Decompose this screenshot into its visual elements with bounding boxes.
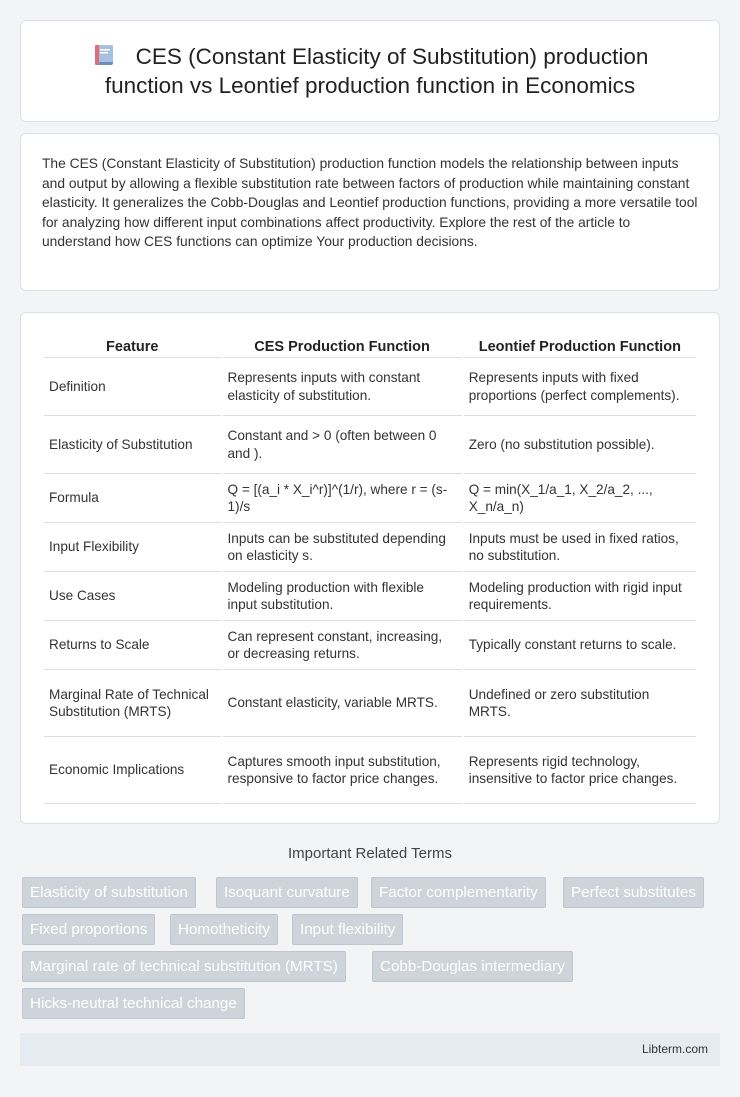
leontief-cell: Typically constant returns to scale.	[464, 621, 696, 670]
ces-cell: Inputs can be substituted depending on elasticity s.	[223, 523, 462, 572]
feature-cell: Input Flexibility	[44, 523, 221, 572]
ces-cell: Constant elasticity, variable MRTS.	[223, 670, 462, 737]
table-row	[44, 358, 696, 416]
book-icon	[92, 43, 118, 67]
feature-cell: Elasticity of Substitution	[44, 416, 221, 474]
table-row	[44, 416, 696, 474]
feature-cell: Definition	[44, 358, 221, 416]
page-title	[21, 42, 719, 100]
table-row	[44, 737, 696, 804]
related-term-tag[interactable]: Elasticity of substitution	[22, 877, 196, 908]
ces-cell: Q = [(a_i * X_i^r)]^(1/r), where r = (s-1)/s	[223, 474, 462, 523]
related-term-tag[interactable]: Fixed proportions	[22, 914, 155, 945]
footer-site-link[interactable]: Libterm.com	[641, 1042, 708, 1056]
header-leontief: Leontief Production Function	[464, 334, 696, 358]
feature-cell: Marginal Rate of Technical Substitution (MRTS)	[44, 670, 221, 737]
leontief-cell: Zero (no substitution possible).	[464, 416, 696, 474]
table-row	[44, 621, 696, 670]
intro-card	[20, 133, 720, 291]
ces-cell: Captures smooth input substitution, responsive to factor price changes.	[223, 737, 462, 804]
feature-cell: Use Cases	[44, 572, 221, 621]
footer	[20, 1033, 720, 1066]
related-term-tag[interactable]: Homotheticity	[170, 914, 278, 945]
header-ces: CES Production Function	[223, 334, 462, 358]
ces-cell: Can represent constant, increasing, or decreasing returns.	[223, 621, 462, 670]
ces-cell: Constant and > 0 (often between 0 and ).	[223, 416, 462, 474]
related-term-tag[interactable]: Hicks-neutral technical change	[22, 988, 245, 1019]
ces-cell: Represents inputs with constant elasticity of substitution.	[223, 358, 462, 416]
ces-cell: Modeling production with flexible input substitution.	[223, 572, 462, 621]
header-feature: Feature	[44, 334, 221, 358]
comparison-table-card	[20, 312, 720, 824]
comparison-table	[42, 334, 698, 804]
related-terms-title: Important Related Terms	[288, 845, 452, 862]
leontief-cell: Undefined or zero substitution MRTS.	[464, 670, 696, 737]
feature-cell: Economic Implications	[44, 737, 221, 804]
leontief-cell: Modeling production with rigid input requirements.	[464, 572, 696, 621]
table-row	[44, 670, 696, 737]
leontief-cell: Inputs must be used in fixed ratios, no substitution.	[464, 523, 696, 572]
table-row	[44, 474, 696, 523]
title-card	[20, 20, 720, 122]
table-row	[44, 523, 696, 572]
related-term-tag[interactable]: Input flexibility	[292, 914, 403, 945]
feature-cell: Formula	[44, 474, 221, 523]
related-term-tag[interactable]: Perfect substitutes	[563, 877, 704, 908]
intro-text: The CES (Constant Elasticity of Substitution) production function models the relationship between inputs and output by allowing a flexible substitution rate between factors of production while maintaining constant elasticity. It generalizes the Cobb-Douglas and Leontief production functions, providing a more versatile tool for analyzing how different input combinations affect productivity. Explore the rest of the article to understand how CES functions can optimize Your production decisions.	[42, 156, 698, 249]
table-row	[44, 572, 696, 621]
related-term-tag[interactable]: Marginal rate of technical substitution (MRTS)	[22, 951, 346, 982]
leontief-cell: Represents rigid technology, insensitive to factor price changes.	[464, 737, 696, 804]
table-header-row	[44, 334, 696, 358]
page-title-text: CES (Constant Elasticity of Substitution) production function vs Leontief production function in Economics	[104, 44, 649, 98]
related-term-tag[interactable]: Cobb-Douglas intermediary	[372, 951, 573, 982]
feature-cell: Returns to Scale	[44, 621, 221, 670]
related-term-tag[interactable]: Factor complementarity	[371, 877, 546, 908]
related-term-tag[interactable]: Isoquant curvature	[216, 877, 358, 908]
leontief-cell: Q = min(X_1/a_1, X_2/a_2, ..., X_n/a_n)	[464, 474, 696, 523]
leontief-cell: Represents inputs with fixed proportions (perfect complements).	[464, 358, 696, 416]
